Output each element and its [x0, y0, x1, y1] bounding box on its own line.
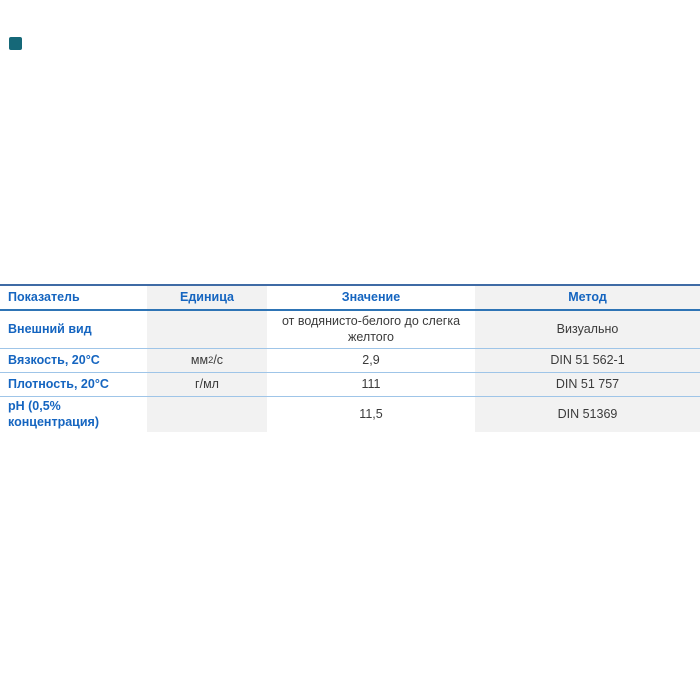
unit-cell — [147, 397, 267, 432]
table-row-ph — [0, 396, 700, 429]
unit-cell: мм 2 /с — [147, 349, 267, 372]
value-cell: 111 — [267, 373, 475, 396]
teal-square-marker — [9, 37, 22, 50]
method-cell: DIN 51369 — [475, 397, 700, 432]
method-cell: DIN 51 562-1 — [475, 349, 700, 372]
unit-cell — [147, 311, 267, 348]
indicator-cell: Плотность, 20°С — [0, 373, 147, 396]
spec-table — [0, 284, 700, 429]
column-header-value: Значение — [267, 286, 475, 309]
column-header-indicator: Показатель — [0, 286, 147, 309]
column-header-method: Метод — [475, 286, 700, 309]
indicator-cell: Внешний вид — [0, 311, 147, 348]
method-cell: Визуально — [475, 311, 700, 348]
indicator-cell: pH (0,5% концентрация) — [0, 397, 147, 432]
table-row-viscosity — [0, 348, 700, 372]
table-row-appearance — [0, 311, 700, 348]
value-cell: 11,5 — [267, 397, 475, 432]
value-cell: от водянисто-белого до слегка желтого — [267, 311, 475, 348]
value-cell: 2,9 — [267, 349, 475, 372]
unit-cell: г/мл — [147, 373, 267, 396]
indicator-cell: Вязкость, 20°С — [0, 349, 147, 372]
column-header-unit: Единица — [147, 286, 267, 309]
table-row-density — [0, 372, 700, 396]
table-header-row — [0, 286, 700, 311]
method-cell: DIN 51 757 — [475, 373, 700, 396]
